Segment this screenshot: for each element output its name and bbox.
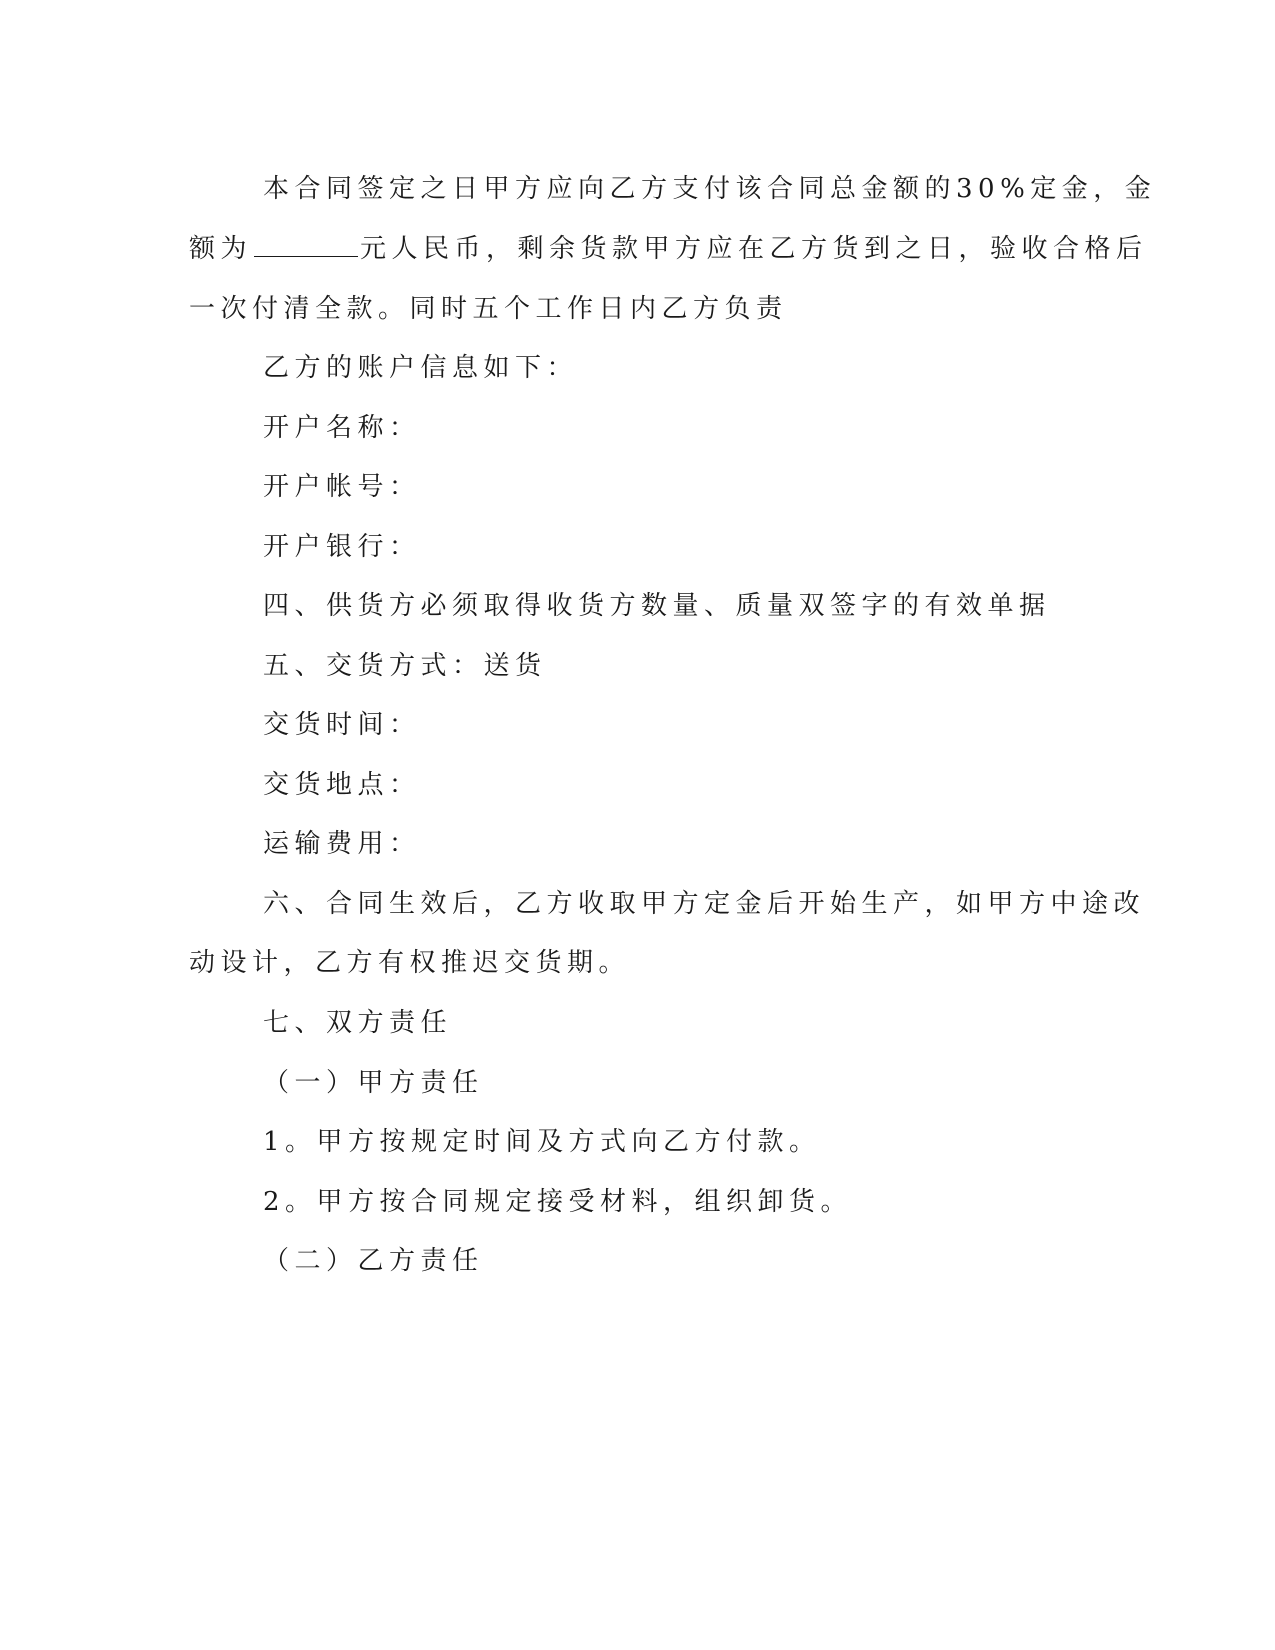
text-line: 开户帐号： bbox=[263, 472, 421, 502]
text-line: 一次付清全款。同时五个工作日内乙方负责 bbox=[189, 294, 788, 324]
text-line: （一）甲方责任 bbox=[263, 1068, 484, 1098]
account-bank-label bbox=[263, 530, 421, 564]
text-line: 开户名称： bbox=[263, 413, 421, 443]
text-line: 交货地点： bbox=[263, 770, 421, 800]
text-line: 七、双方责任 bbox=[263, 1008, 453, 1038]
transport-cost-label bbox=[263, 827, 421, 861]
clause-six-line-1 bbox=[263, 887, 1145, 921]
amount-blank bbox=[254, 232, 358, 257]
paragraph-payment-line-3 bbox=[189, 292, 788, 326]
text-line: 本合同签定之日甲方应向乙方支付该合同总金额的30%定金，金 bbox=[263, 174, 1157, 204]
clause-four bbox=[263, 589, 1051, 623]
party-a-item-2 bbox=[263, 1185, 852, 1219]
text-line: 五、交货方式：送货 bbox=[263, 651, 547, 681]
clause-five bbox=[263, 649, 547, 683]
text-line: 元人民币，剩余货款甲方应在乙方货到之日，验收合格后 bbox=[360, 234, 1148, 264]
text-line: 1。甲方按规定时间及方式向乙方付款。 bbox=[263, 1127, 821, 1157]
delivery-time-label bbox=[263, 708, 421, 742]
text-line: 运输费用： bbox=[263, 829, 421, 859]
account-info-heading bbox=[263, 351, 578, 385]
party-b-heading bbox=[263, 1244, 484, 1278]
text-line: 六、合同生效后，乙方收取甲方定金后开始生产，如甲方中途改 bbox=[263, 889, 1146, 919]
text-line: 额为 bbox=[189, 234, 253, 264]
text-line: 交货时间： bbox=[263, 710, 421, 740]
text-line: 乙方的账户信息如下： bbox=[263, 353, 579, 383]
clause-seven bbox=[263, 1006, 452, 1040]
account-number-label bbox=[263, 470, 421, 504]
text-line: 2。甲方按合同规定接受材料，组织卸货。 bbox=[263, 1187, 853, 1217]
text-line: （二）乙方责任 bbox=[263, 1246, 484, 1276]
text-line: 四、供货方必须取得收货方数量、质量双签字的有效单据 bbox=[263, 591, 1051, 621]
account-name-label bbox=[263, 411, 421, 445]
text-line: 开户银行： bbox=[263, 532, 421, 562]
paragraph-payment-line-1 bbox=[263, 172, 1156, 206]
clause-six-line-2 bbox=[189, 946, 630, 980]
party-a-item-1 bbox=[263, 1125, 821, 1159]
party-a-heading bbox=[263, 1066, 484, 1100]
paragraph-payment-line-2 bbox=[189, 232, 1148, 266]
text-line: 动设计，乙方有权推迟交货期。 bbox=[189, 948, 631, 978]
delivery-place-label bbox=[263, 768, 421, 802]
